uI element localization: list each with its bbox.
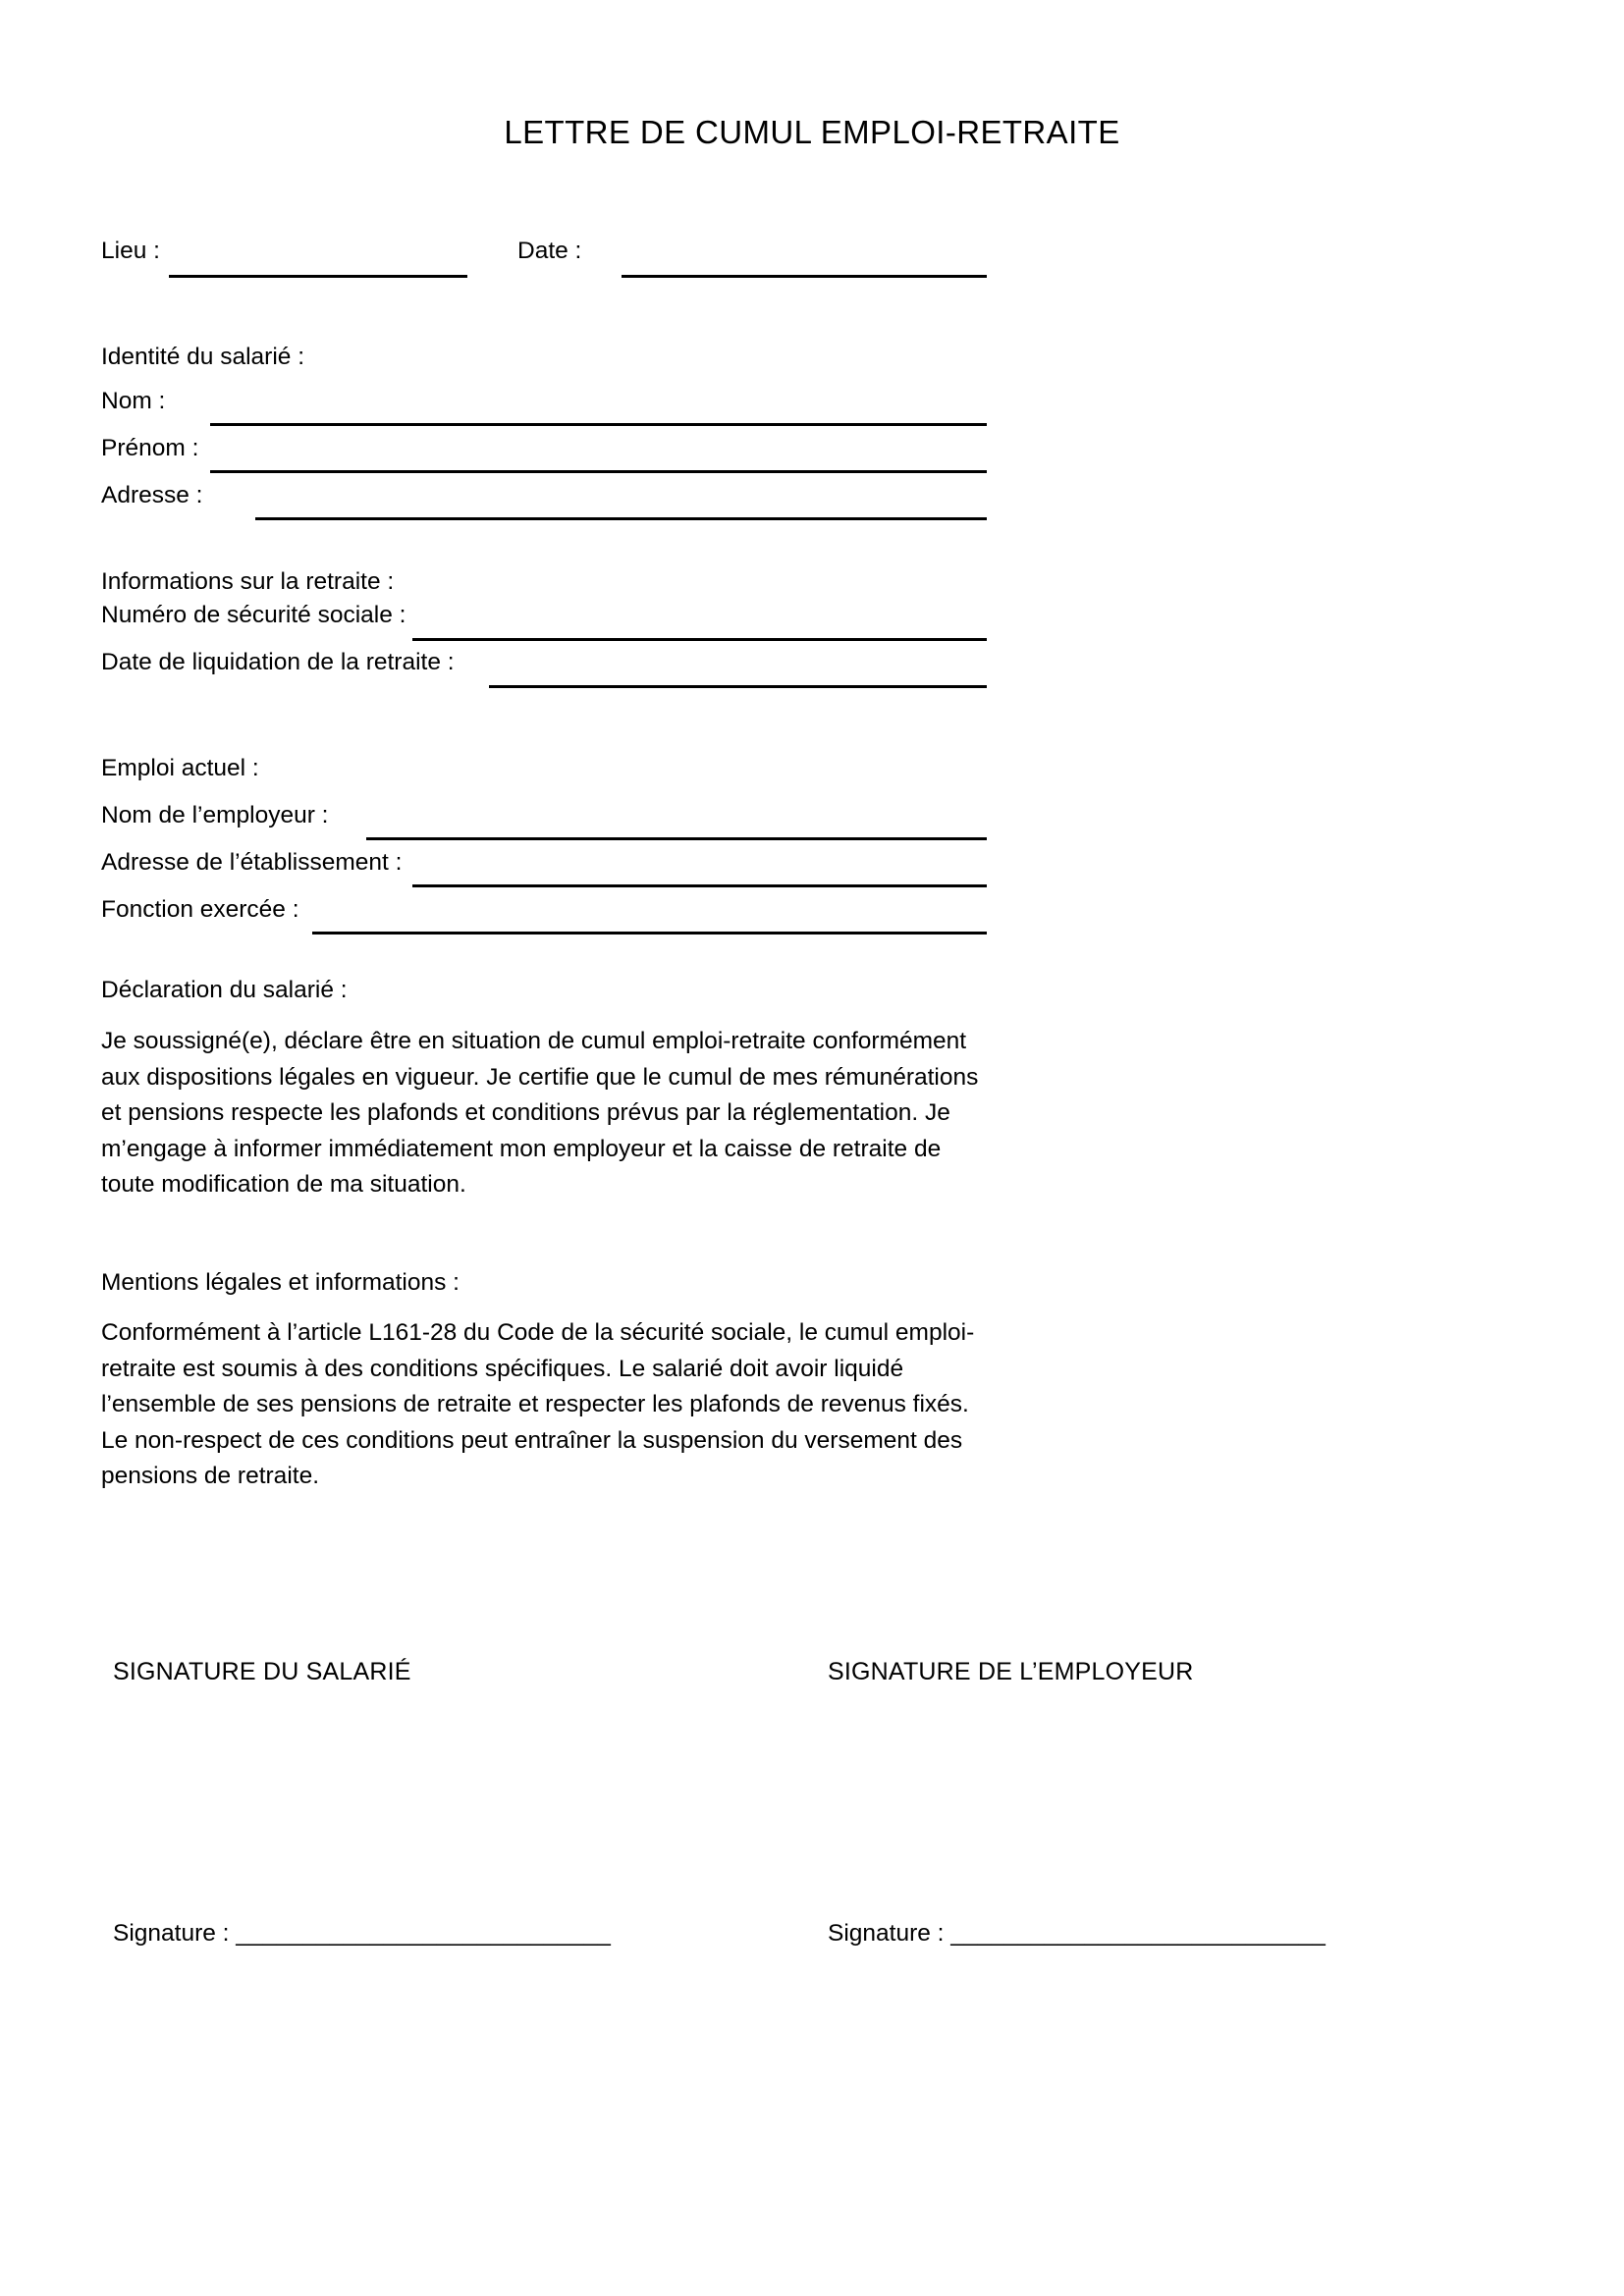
firstname-label: Prénom : <box>101 435 199 461</box>
employment-heading: Emploi actuel : <box>101 755 259 781</box>
establishment-address-input-line[interactable] <box>412 884 987 887</box>
declaration-heading: Déclaration du salarié : <box>101 977 348 1003</box>
social-security-label: Numéro de sécurité sociale : <box>101 602 406 628</box>
declaration-paragraph: Je soussigné(e), déclare être en situation de cumul emploi-retraite conformément aux dispositions légales en vigueur. Je certifie que le cumul de mes rémunérations et pensions respecte les plafonds et conditions prévus par la réglementation. Je m’engage à informer immédiatement mon employeur et la caisse de retraite de toute modification de ma situation. <box>101 1028 979 1198</box>
job-function-label: Fonction exercée : <box>101 896 299 923</box>
employee-signature-line[interactable]: Signature : ____________________________ <box>113 1920 611 1947</box>
social-security-input-line[interactable] <box>412 638 987 641</box>
name-input-line[interactable] <box>210 423 987 426</box>
address-label: Adresse : <box>101 482 203 508</box>
identity-heading: Identité du salarié : <box>101 344 305 370</box>
address-input-line[interactable] <box>255 517 987 520</box>
retirement-heading: Informations sur la retraite : <box>101 568 395 595</box>
legal-body <box>101 1315 990 1495</box>
place-input-line[interactable] <box>169 275 467 278</box>
name-label: Nom : <box>101 388 166 414</box>
legal-paragraph: Conformément à l’article L161-28 du Code de la sécurité sociale, le cumul emploi-retraite est soumis à des conditions spécifiques. Le salarié doit avoir liquidé l’ensemble de ses pensions de retraite et respecter les plafonds de revenus fixés. Le non-respect de ces conditions peut entraîner la suspension du versement des pensions de retraite. <box>101 1319 975 1489</box>
employer-signature-heading: SIGNATURE DE L’EMPLOYEUR <box>828 1658 1194 1685</box>
liquidation-date-input-line[interactable] <box>489 685 987 688</box>
liquidation-date-label: Date de liquidation de la retraite : <box>101 649 455 675</box>
firstname-input-line[interactable] <box>210 470 987 473</box>
establishment-address-label: Adresse de l’établissement : <box>101 849 403 876</box>
employer-signature-line[interactable]: Signature : ____________________________ <box>828 1920 1326 1947</box>
employee-signature-heading: SIGNATURE DU SALARIÉ <box>113 1658 411 1685</box>
page-title: LETTRE DE CUMUL EMPLOI-RETRAITE <box>504 114 1120 150</box>
employer-name-input-line[interactable] <box>366 837 987 840</box>
employer-name-label: Nom de l’employeur : <box>101 802 329 828</box>
date-label: Date : <box>517 238 582 264</box>
place-label: Lieu : <box>101 238 160 264</box>
job-function-input-line[interactable] <box>312 932 987 934</box>
date-input-line[interactable] <box>622 275 987 278</box>
declaration-body <box>101 1024 990 1203</box>
legal-heading: Mentions légales et informations : <box>101 1269 460 1296</box>
